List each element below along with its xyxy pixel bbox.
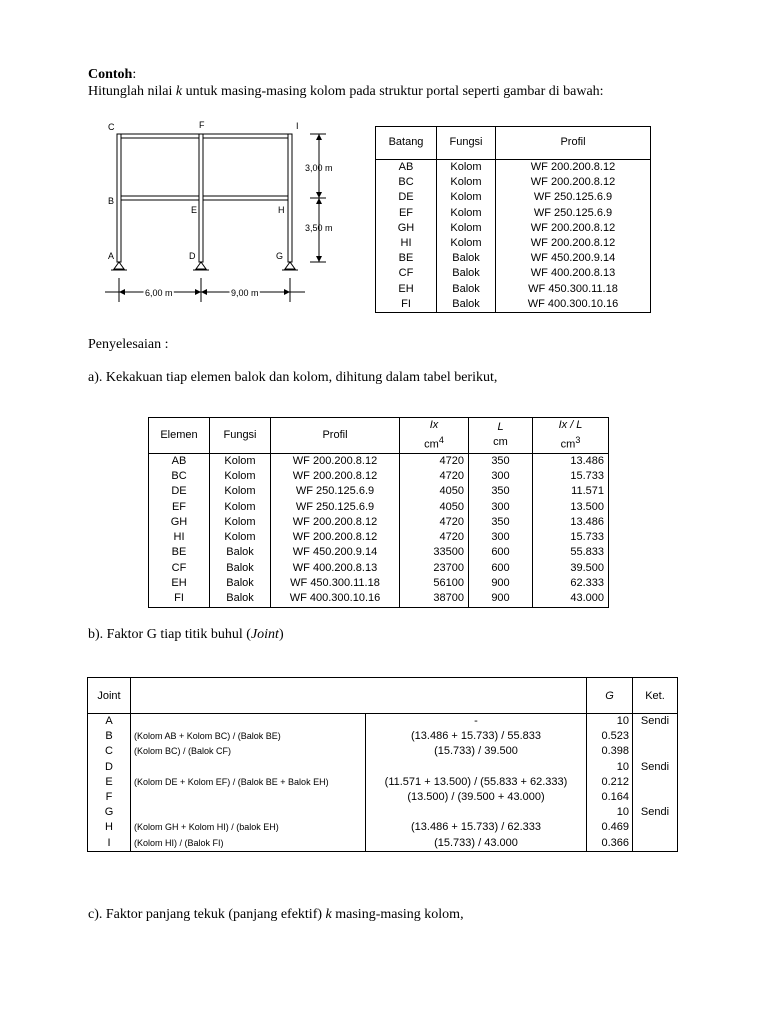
stiff-cell-ixl: 13.486 (533, 453, 609, 469)
g-cell-calculation: (13.486 + 15.733) / 55.833 (366, 729, 587, 744)
stiff-cell-fungsi: Kolom (210, 515, 271, 530)
member-cell-batang: GH (397, 221, 415, 234)
section-a-title: a). Kekakuan tiap elemen balok dan kolom, dihitung dalam tabel berikut, (88, 370, 498, 385)
stiff-cell-profil: WF 400.200.8.13 (271, 561, 400, 576)
example-label: Contoh (88, 67, 133, 82)
stiff-cell-elemen: GH (170, 515, 188, 528)
stiff-cell-l: 300 (469, 530, 533, 545)
node-label-I: I (296, 121, 299, 131)
stiff-cell-ix: 4720 (400, 469, 469, 484)
ixl-exp: 3 (575, 435, 581, 445)
stiffness-row (149, 484, 609, 499)
g-header-g-label: G (605, 689, 614, 702)
g-cell-ket (633, 744, 678, 759)
column-right (288, 134, 292, 262)
g-cell-value: 0.164 (587, 790, 633, 805)
stiff-cell-l: 300 (469, 469, 533, 484)
member-row (376, 251, 651, 266)
member-row (376, 236, 651, 251)
section-c-pre: c). Faktor panjang tekuk (panjang efektif) (88, 907, 326, 922)
node-label-C: C (108, 122, 115, 132)
g-cell-joint: I (107, 836, 111, 849)
g-cell-calculation (366, 760, 587, 775)
stiff-cell-ix: 4720 (400, 515, 469, 530)
g-cell-expression: (Kolom AB + Kolom BC) / (Balok BE) (131, 729, 366, 744)
g-cell-expression: (Kolom HI) / (Balok FI) (131, 836, 366, 852)
g-cell-expression (131, 760, 366, 775)
g-row (88, 820, 678, 835)
instruction-text (88, 83, 604, 100)
ix-label: Ix (429, 419, 439, 431)
stiff-cell-ixl: 13.486 (533, 515, 609, 530)
dim-height-bottom: 3,50 m (305, 223, 333, 233)
stiff-cell-elemen: CF (171, 561, 187, 574)
member-cell-fungsi: Balok (437, 297, 496, 313)
member-cell-profil: WF 450.300.11.18 (496, 282, 651, 297)
ix-exp: 4 (438, 435, 444, 445)
member-cell-batang: BC (398, 176, 414, 189)
stiff-cell-elemen: BC (171, 469, 187, 482)
g-cell-calculation: (15.733) / 43.000 (366, 836, 587, 852)
member-cell-profil: WF 200.200.8.12 (496, 160, 651, 176)
stiff-cell-profil: WF 200.200.8.12 (271, 515, 400, 530)
stiff-cell-fungsi: Kolom (210, 530, 271, 545)
stiffness-table-body (149, 453, 609, 607)
g-cell-joint: H (105, 821, 113, 834)
member-row (376, 266, 651, 281)
stiff-cell-ix: 4050 (400, 484, 469, 499)
stiff-cell-ix: 56100 (400, 576, 469, 591)
member-cell-fungsi: Kolom (437, 175, 496, 190)
g-cell-value: 10 (587, 805, 633, 820)
section-c-post: masing-masing kolom, (331, 907, 464, 922)
g-cell-joint: D (105, 760, 113, 773)
stiff-header-l (469, 418, 533, 454)
g-row (88, 790, 678, 805)
l-label: L (497, 421, 504, 434)
stiff-cell-ixl: 13.500 (533, 500, 609, 515)
stiff-cell-fungsi: Kolom (210, 484, 271, 499)
g-header-joint: Joint (88, 678, 131, 714)
node-label-G: G (276, 251, 284, 261)
member-row (376, 175, 651, 190)
dim-width-right: 9,00 m (231, 288, 259, 298)
g-cell-ket (633, 775, 678, 790)
stiff-cell-profil: WF 450.200.9.14 (271, 545, 400, 560)
g-cell-ket: Sendi (633, 805, 678, 820)
g-row (88, 760, 678, 775)
stiff-cell-fungsi: Kolom (210, 500, 271, 515)
g-row (88, 729, 678, 744)
member-cell-fungsi: Balok (437, 266, 496, 281)
stiff-cell-l: 350 (469, 515, 533, 530)
g-cell-ket (633, 729, 678, 744)
node-label-B: B (108, 196, 115, 206)
member-cell-batang: FI (401, 297, 411, 310)
section-c-title (88, 906, 464, 923)
beam-FI (203, 134, 288, 138)
member-row (376, 297, 651, 313)
member-cell-fungsi: Kolom (437, 190, 496, 205)
g-cell-joint: F (105, 791, 113, 804)
section-b-joint: Joint (250, 627, 279, 642)
ixl-unit: cm (560, 438, 576, 451)
member-cell-batang: AB (398, 161, 414, 173)
section-b-pre: b). Faktor G tiap titik buhul ( (88, 627, 251, 642)
solution-label: Penyelesaian : (88, 337, 169, 352)
instruction-pre: Hitunglah nilai (88, 84, 176, 99)
member-header-batang: Batang (376, 127, 437, 160)
member-row (376, 206, 651, 221)
stiff-header-elemen: Elemen (149, 418, 210, 454)
member-cell-batang: HI (400, 237, 412, 250)
stiff-cell-elemen: HI (173, 531, 185, 544)
stiff-cell-profil: WF 400.300.10.16 (271, 591, 400, 607)
g-cell-value: 0.212 (587, 775, 633, 790)
g-row (88, 714, 678, 730)
stiff-cell-l: 600 (469, 561, 533, 576)
ix-unit: cm (424, 438, 439, 451)
g-row (88, 744, 678, 759)
g-cell-calculation: - (366, 714, 587, 730)
column-middle (199, 134, 203, 262)
g-cell-value: 0.469 (587, 820, 633, 835)
stiffness-row (149, 469, 609, 484)
support-G (285, 262, 295, 269)
member-cell-fungsi: Kolom (437, 236, 496, 251)
g-cell-ket: Sendi (633, 714, 678, 730)
g-cell-value: 0.523 (587, 729, 633, 744)
g-cell-expression: (Kolom GH + Kolom HI) / (balok EH) (131, 820, 366, 835)
g-cell-calculation: (13.500) / (39.500 + 43.000) (366, 790, 587, 805)
stiff-cell-profil: WF 250.125.6.9 (271, 500, 400, 515)
member-row (376, 221, 651, 236)
stiff-header-ix (400, 418, 469, 454)
stiff-cell-fungsi: Kolom (210, 469, 271, 484)
g-header-ket: Ket. (633, 678, 678, 714)
g-cell-expression (131, 805, 366, 820)
stiff-cell-elemen: AB (171, 454, 187, 467)
g-cell-expression: (Kolom BC) / (Balok CF) (131, 744, 366, 759)
ixl-label: Ix / L (558, 419, 583, 431)
member-cell-profil: WF 200.200.8.12 (496, 221, 651, 236)
stiff-cell-l: 600 (469, 545, 533, 560)
stiff-cell-ix: 4050 (400, 500, 469, 515)
stiff-cell-ixl: 15.733 (533, 530, 609, 545)
instruction-post: untuk masing-masing kolom pada struktur portal seperti gambar di bawah: (182, 84, 604, 99)
member-cell-fungsi: Balok (437, 282, 496, 297)
g-cell-value: 10 (587, 760, 633, 775)
member-cell-fungsi: Kolom (437, 160, 496, 176)
stiffness-table (148, 417, 609, 608)
g-cell-ket (633, 790, 678, 805)
member-cell-batang: EF (398, 206, 414, 219)
g-row (88, 805, 678, 820)
g-cell-expression (131, 790, 366, 805)
stiff-cell-ixl: 11.571 (533, 484, 609, 499)
beam-EH (203, 196, 288, 200)
g-cell-ket: Sendi (633, 760, 678, 775)
section-c-k: k (325, 907, 332, 922)
member-cell-profil: WF 400.300.10.16 (496, 297, 651, 313)
g-cell-value: 0.366 (587, 836, 633, 852)
stiff-header-ixl (533, 418, 609, 454)
stiffness-row (149, 561, 609, 576)
g-cell-joint: C (105, 745, 113, 758)
stiffness-row (149, 515, 609, 530)
g-cell-calculation: (15.733) / 39.500 (366, 744, 587, 759)
column-left (117, 134, 121, 262)
l-unit: cm (493, 436, 508, 449)
member-cell-profil: WF 250.125.6.9 (496, 190, 651, 205)
stiff-cell-profil: WF 200.200.8.12 (271, 530, 400, 545)
member-cell-batang: CF (398, 267, 414, 280)
dim-width-left: 6,00 m (145, 288, 173, 298)
stiff-cell-profil: WF 200.200.8.12 (271, 453, 400, 469)
member-cell-fungsi: Kolom (437, 206, 496, 221)
member-table-body (376, 160, 651, 313)
stiff-cell-ix: 33500 (400, 545, 469, 560)
node-label-H: H (278, 205, 285, 215)
stiff-cell-elemen: DE (171, 485, 187, 498)
g-cell-joint: G (104, 806, 114, 819)
member-header-fungsi: Fungsi (437, 127, 496, 160)
g-factor-table (87, 677, 678, 852)
heading-colon: : (132, 67, 137, 82)
node-label-D: D (189, 251, 196, 261)
node-label-E: E (191, 205, 198, 215)
stiffness-row (149, 530, 609, 545)
support-D (196, 262, 206, 269)
stiff-cell-profil: WF 450.300.11.18 (271, 576, 400, 591)
g-cell-expression (131, 714, 366, 730)
stiff-cell-l: 900 (469, 591, 533, 607)
stiff-cell-fungsi: Kolom (210, 453, 271, 469)
stiff-cell-ix: 23700 (400, 561, 469, 576)
instruction-k: k (175, 84, 183, 99)
g-cell-value: 10 (587, 714, 633, 730)
stiff-cell-elemen: BE (171, 546, 187, 559)
member-row (376, 160, 651, 176)
stiff-cell-ixl: 43.000 (533, 591, 609, 607)
stiff-cell-ixl: 55.833 (533, 545, 609, 560)
stiff-cell-ix: 4720 (400, 530, 469, 545)
stiff-header-fungsi: Fungsi (210, 418, 271, 454)
stiff-cell-profil: WF 250.125.6.9 (271, 484, 400, 499)
g-header-g (587, 678, 633, 714)
stiff-cell-l: 300 (469, 500, 533, 515)
stiff-cell-ixl: 62.333 (533, 576, 609, 591)
section-b-post: ) (278, 627, 284, 642)
stiff-cell-ixl: 39.500 (533, 561, 609, 576)
member-cell-profil: WF 450.200.9.14 (496, 251, 651, 266)
stiff-cell-elemen: EH (171, 577, 187, 590)
example-heading (88, 66, 136, 83)
g-cell-joint: B (105, 730, 113, 743)
portal-frame-figure (100, 116, 350, 306)
section-b-title (88, 626, 284, 643)
g-cell-joint: E (105, 775, 113, 788)
member-cell-profil: WF 400.200.8.13 (496, 266, 651, 281)
stiff-cell-fungsi: Balok (210, 545, 271, 560)
stiffness-row (149, 545, 609, 560)
stiff-cell-ix: 38700 (400, 591, 469, 607)
member-cell-fungsi: Kolom (437, 221, 496, 236)
stiff-header-profil: Profil (271, 418, 400, 454)
g-header-formula (131, 678, 587, 714)
stiff-cell-l: 350 (469, 453, 533, 469)
stiffness-row (149, 500, 609, 515)
stiff-cell-ix: 4720 (400, 453, 469, 469)
stiff-cell-elemen: EF (171, 500, 187, 513)
member-header-profil: Profil (496, 127, 651, 160)
node-label-F: F (199, 120, 205, 130)
stiff-cell-ixl: 15.733 (533, 469, 609, 484)
stiffness-row (149, 453, 609, 469)
g-cell-ket (633, 836, 678, 852)
stiff-cell-l: 900 (469, 576, 533, 591)
g-table-body (88, 714, 678, 852)
member-cell-fungsi: Balok (437, 251, 496, 266)
member-row (376, 190, 651, 205)
g-cell-ket (633, 820, 678, 835)
member-cell-batang: BE (398, 252, 414, 265)
stiffness-row (149, 576, 609, 591)
member-table (375, 126, 651, 313)
g-cell-expression: (Kolom DE + Kolom EF) / (Balok BE + Balok EH) (131, 775, 366, 790)
member-cell-profil: WF 250.125.6.9 (496, 206, 651, 221)
stiff-cell-fungsi: Balok (210, 576, 271, 591)
member-cell-profil: WF 200.200.8.12 (496, 175, 651, 190)
g-row (88, 836, 678, 852)
stiff-cell-fungsi: Balok (210, 591, 271, 607)
member-cell-batang: EH (398, 282, 414, 295)
stiff-cell-l: 350 (469, 484, 533, 499)
member-cell-profil: WF 200.200.8.12 (496, 236, 651, 251)
g-cell-value: 0.398 (587, 744, 633, 759)
stiff-cell-fungsi: Balok (210, 561, 271, 576)
g-cell-calculation: (13.486 + 15.733) / 62.333 (366, 820, 587, 835)
g-cell-joint: A (105, 715, 113, 727)
node-label-A: A (108, 251, 115, 261)
g-cell-calculation (366, 805, 587, 820)
support-A (114, 262, 124, 269)
g-cell-calculation: (11.571 + 13.500) / (55.833 + 62.333) (366, 775, 587, 790)
beam-CF (121, 134, 199, 138)
stiffness-row (149, 591, 609, 607)
beam-BE (121, 196, 199, 200)
member-row (376, 282, 651, 297)
stiff-cell-elemen: FI (174, 592, 184, 605)
member-cell-batang: DE (398, 191, 414, 204)
g-row (88, 775, 678, 790)
dim-height-top: 3,00 m (305, 163, 333, 173)
stiff-cell-profil: WF 200.200.8.12 (271, 469, 400, 484)
